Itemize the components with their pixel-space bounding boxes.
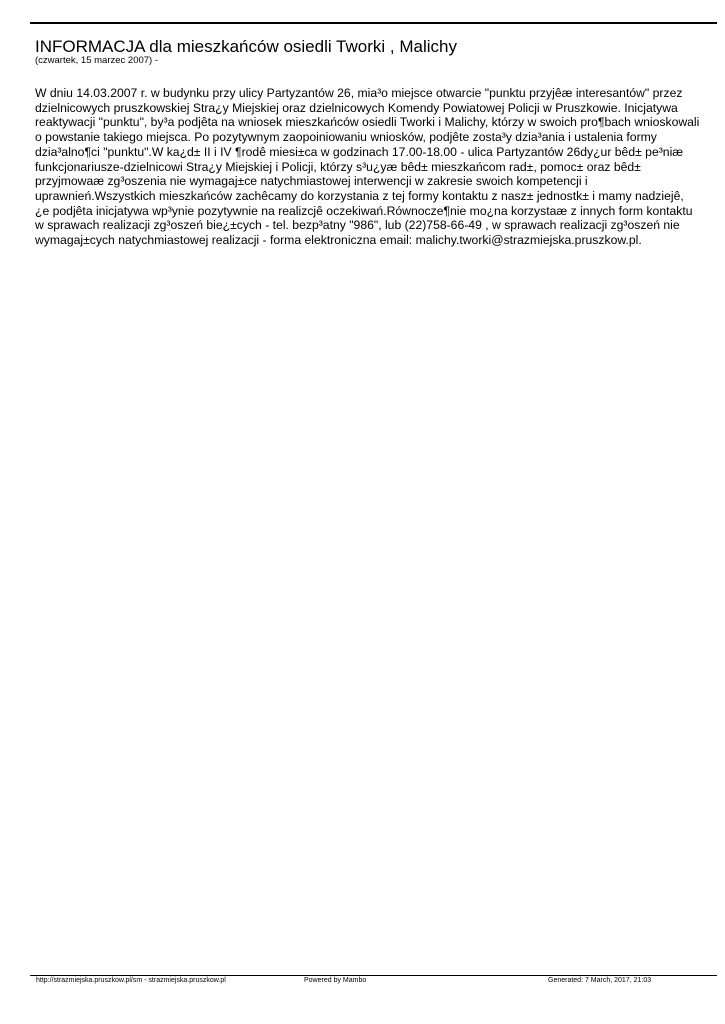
top-divider	[30, 22, 717, 24]
footer-divider	[30, 975, 717, 976]
footer-generated-date: Generated: 7 March, 2017, 21:03	[548, 977, 652, 984]
footer-source-link[interactable]: http://strazmiejska.pruszkow.pl/sm - strazmiejska.pruszkow.pl	[36, 977, 226, 984]
article-date: (czwartek, 15 marzec 2007) -	[35, 55, 159, 66]
footer-powered-by: Powered by Mambo	[304, 977, 367, 984]
page-footer	[30, 977, 717, 989]
article-body: W dniu 14.03.2007 r. w budynku przy ulicy Partyzantów 26, mia³o miejsce otwarcie "punktu przyjêæ interesantów" przez dzielnicowych pruszkowskiej Stra¿y Miejskiej oraz dzielnicowych Komendy Powiatowej Policji w Pruszkowie. Inicjatywa reaktywacji "punktu", by³a podjêta na wniosek mieszkańców osiedli Tworki i Malichy, którzy w swoich pro¶bach wnioskowali o powstanie takiego miejsca. Po pozytywnym zaopoiniowaniu wniosków, podjête zosta³y dzia³ania i ustalenia formy dzia³alno¶ci "punktu".W ka¿d± II i IV ¶rodê miesi±ca w godzinach 17.00-18.00 - ulica Partyzantów 26dy¿ur bêd± pe³niæ funkcjonariusze-dzielnicowi Stra¿y Miejskiej i Policji, którzy s³u¿yæ bêd± mieszkańcom rad±, pomoc± oraz bêd± przyjmowaæ zg³oszenia nie wymagaj±ce natychmiastowej interwencji w zakresie swoich kompetencji i uprawnień.Wszystkich mieszkańców zachêcamy do korzystania z tej formy kontaktu z nasz± jednostk± i mamy nadziejê, ¿e podjêta inicjatywa wp³ynie pozytywnie na realizcjê oczekiwań.Równocze¶nie mo¿na korzystaæ z innych form kontaktu w sprawach realizacji zg³oszeń bie¿±cych - tel. bezp³atny "986", lub (22)758-66-49 , w sprawach realizacji zg³oszeń nie wymagaj±cych natychmiastowej realizacji - forma elektroniczna email: malichy.tworki@strazmiejska.pruszkow.pl.	[35, 86, 700, 248]
article-title: INFORMACJA dla mieszkańców osiedli Tworki , Malichy	[35, 37, 457, 56]
footer-source-url[interactable]	[36, 977, 226, 985]
